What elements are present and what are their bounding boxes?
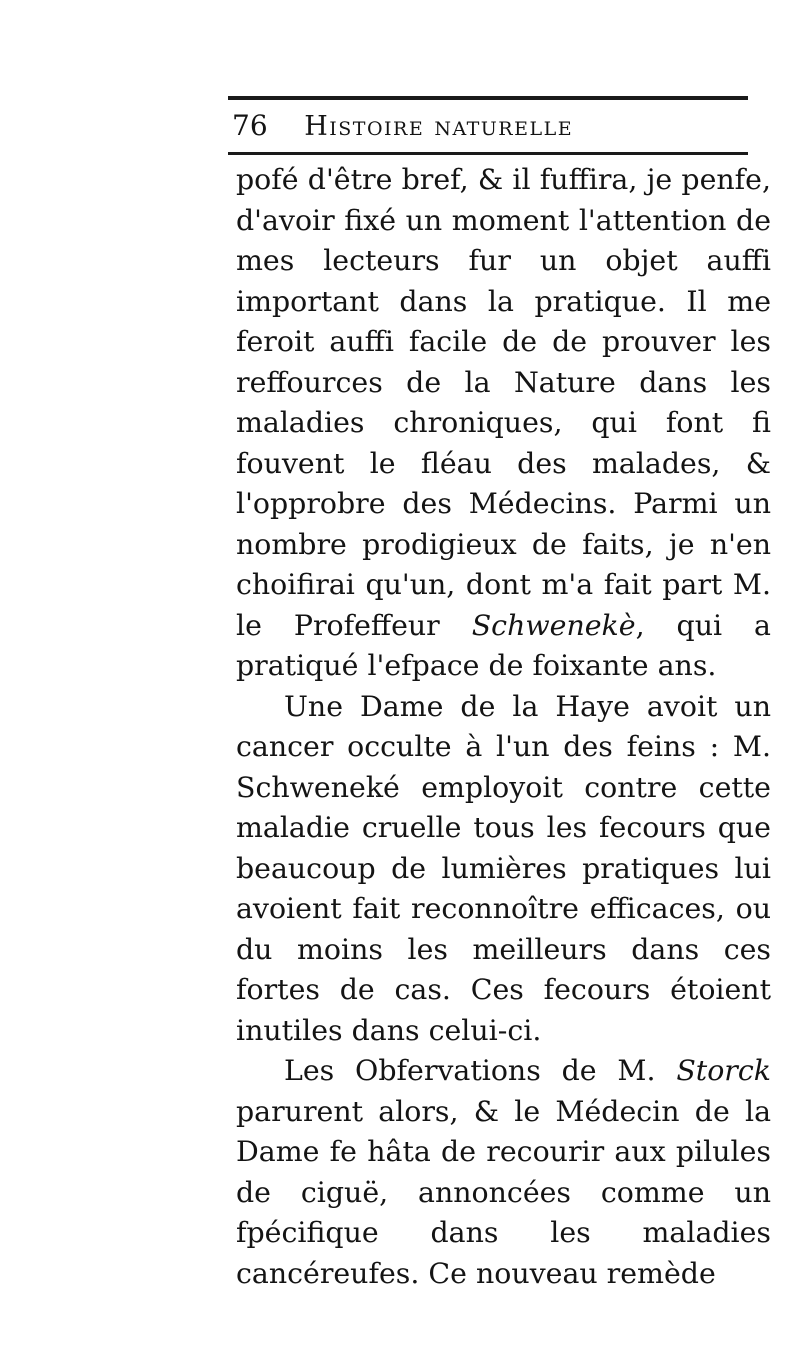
paragraph-1-text: pofé d'être bref, & il fuffira, je penfe, d'avoir fixé un moment l'attention de mes lecteurs fur un objet auffi important dans la pratique. Il me feroit auffi facile de de prouver les reffources de la Nature dans les maladies chroniques, qui font fi fouvent le fléau des malades, & l'opprobre des Médecins. Parmi un nombre prodigieux de faits, je n'en choifirai qu'un, dont m'a fait part M. le Profeffeur <box>236 163 771 642</box>
paragraph-1-tail: , qui a pratiqué l'efpace de foixante ans. <box>236 608 771 682</box>
author-name-storck: Storck <box>676 1054 771 1087</box>
paragraph-3-tail: parurent alors, & le Médecin de la Dame fe hâta de recourir aux pilules de ciguë, annoncées comme un fpécifique dans les maladies cancéreufes. Ce nouveau remède <box>236 1094 771 1290</box>
header-rule-top <box>228 96 748 100</box>
paragraph-1 <box>236 160 771 687</box>
author-name-schweneke: Schwenekè <box>471 608 636 642</box>
running-title: Histoire naturelle <box>304 111 574 142</box>
body-text <box>236 160 771 1294</box>
running-header <box>232 104 573 148</box>
paragraph-3-text: Les Obfervations de M. <box>284 1054 677 1087</box>
page-number: 76 <box>232 109 268 142</box>
paragraph-2 <box>236 687 771 1052</box>
header-rule-bottom <box>228 152 748 155</box>
paragraph-2-text: Une Dame de la Haye avoit un cancer occulte à l'un des feins : M. Schweneké employoit contre cette maladie cruelle tous les fecours que beaucoup de lumières pratiques lui avoient fait reconnoître efficaces, ou du moins les meilleurs dans ces fortes de cas. Ces fecours étoient inutiles dans celui-ci. <box>236 689 771 1047</box>
paragraph-3 <box>236 1051 771 1294</box>
